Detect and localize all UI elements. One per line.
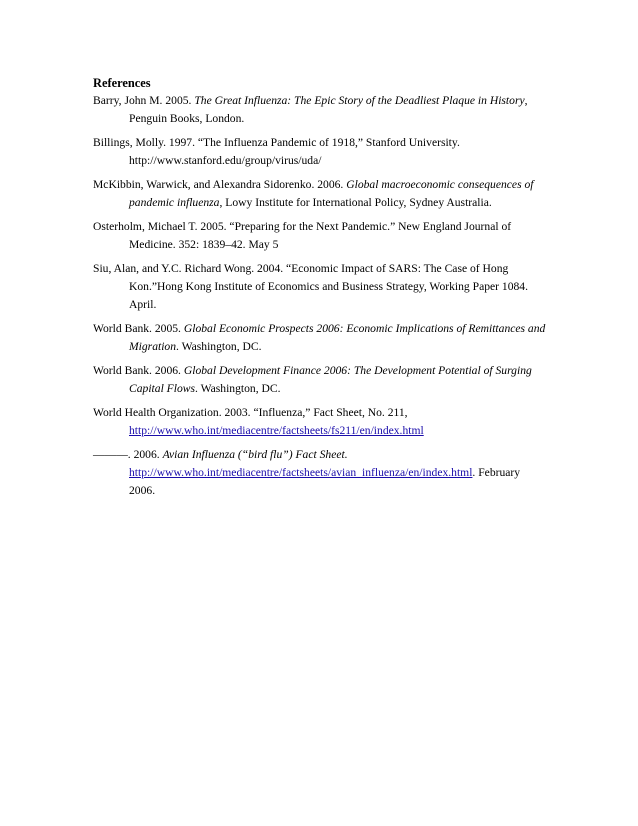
- ref-text: World Health Organization. 2003. “Influenza,” Fact Sheet, No. 211,: [93, 406, 408, 419]
- ref-text: ———. 2006.: [93, 448, 163, 461]
- references-heading: References: [93, 76, 151, 90]
- reference-mckibbin: [93, 176, 563, 212]
- ref-text: Billings, Molly. 1997. “The Influenza Pandemic of 1918,” Stanford University.: [93, 136, 460, 149]
- who-avian-influenza-link[interactable]: http://www.who.int/mediacentre/factsheets/avian_influenza/en/index.html: [129, 466, 473, 479]
- ref-title: Avian Influenza (“bird flu”) Fact Sheet.: [162, 448, 348, 461]
- ref-text: April.: [129, 298, 157, 311]
- ref-title: The Great Influenza: The Epic Story of the Deadliest Plaque in History: [194, 94, 525, 107]
- ref-text: 2006.: [129, 484, 156, 497]
- ref-title: Global Economic Prospects 2006: Economic Implications of Remittances and: [183, 322, 546, 335]
- reference-world-bank-2006: [93, 362, 563, 398]
- ref-title: Capital Flows: [129, 382, 196, 395]
- ref-title: Global Development Finance 2006: The Development Potential of Surging: [183, 364, 532, 377]
- reference-billings: [93, 134, 563, 170]
- ref-text: . Washington, DC.: [176, 340, 262, 353]
- reference-barry: [93, 92, 563, 128]
- ref-text: . Washington, DC.: [195, 382, 281, 395]
- ref-url: http://www.stanford.edu/group/virus/uda/: [129, 154, 322, 167]
- reference-world-bank-2005: [93, 320, 563, 356]
- reference-osterholm: [93, 218, 563, 254]
- ref-title: pandemic influenza: [129, 196, 220, 209]
- ref-text: Osterholm, Michael T. 2005. “Preparing for the Next Pandemic.” New England Journal of: [93, 220, 512, 233]
- ref-text: Siu, Alan, and Y.C. Richard Wong. 2004. “Economic Impact of SARS: The Case of Hong: [93, 262, 509, 275]
- reference-who-2003: [93, 404, 563, 440]
- ref-text: , Lowy Institute for International Policy, Sydney Australia.: [219, 196, 492, 209]
- who-fs211-link[interactable]: http://www.who.int/mediacentre/factsheets/fs211/en/index.html: [129, 424, 424, 437]
- ref-text: ,: [524, 94, 528, 107]
- ref-text: World Bank. 2005.: [93, 322, 184, 335]
- ref-title: Migration: [129, 340, 177, 353]
- reference-who-2006: [93, 446, 563, 500]
- ref-text: Medicine. 352: 1839–42. May 5: [129, 238, 279, 251]
- ref-text: World Bank. 2006.: [93, 364, 184, 377]
- ref-text: Kon.”Hong Kong Institute of Economics and Business Strategy, Working Paper 1084.: [129, 280, 528, 293]
- ref-title: Global macroeconomic consequences of: [346, 178, 534, 191]
- ref-text: Barry, John M. 2005.: [93, 94, 195, 107]
- ref-text: . February: [472, 466, 521, 479]
- references-page: [93, 74, 563, 506]
- ref-text: McKibbin, Warwick, and Alexandra Sidorenko. 2006.: [93, 178, 347, 191]
- ref-text: Penguin Books, London.: [129, 112, 245, 125]
- reference-siu: [93, 260, 563, 314]
